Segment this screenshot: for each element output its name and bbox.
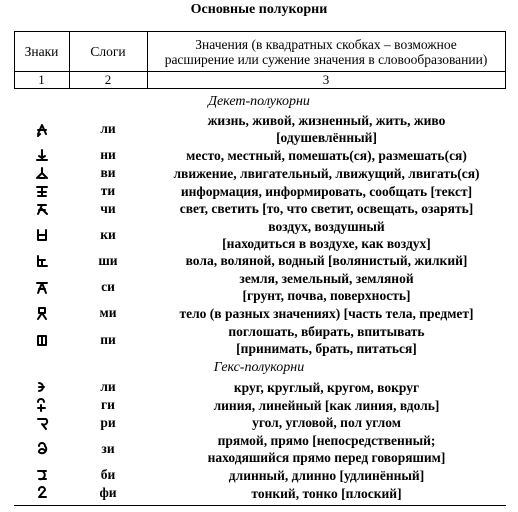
- column-header-meanings-line1: Значения (в квадратных скобках – возможное: [195, 36, 457, 52]
- meaning-line: место, местный, помешать(ся), размешать(ся): [186, 147, 467, 163]
- meaning: [147, 431, 506, 466]
- rune-si-icon: [14, 269, 69, 304]
- meaning-line: воздух, воздушный: [268, 218, 385, 234]
- syllable: би: [100, 467, 116, 482]
- meaning-line: информация, информировать, сообщать [текст]: [180, 183, 473, 199]
- rune-chi-icon: [14, 200, 69, 217]
- column-header-meanings: [147, 32, 505, 71]
- table-row: [14, 200, 506, 217]
- rune-li-icon: [14, 111, 69, 146]
- column-number-3: 3: [322, 71, 330, 87]
- meaning: [147, 304, 506, 322]
- meaning-line: длинный, длинно [удлинённый]: [228, 467, 425, 483]
- meaning: [147, 414, 506, 431]
- meaning: [147, 378, 506, 396]
- syllable: ви: [100, 165, 116, 180]
- syllable: чи: [100, 200, 116, 216]
- rune-zi-icon: [14, 431, 69, 466]
- table-row: [14, 269, 506, 304]
- syllable: ли: [100, 379, 116, 394]
- numbers-bottom-rule: [14, 88, 506, 89]
- meaning: [147, 200, 506, 217]
- syllable: пи: [100, 331, 116, 347]
- syllable: ри: [100, 414, 116, 430]
- rune-bi-icon: [14, 466, 69, 484]
- rune-ki-icon: [14, 217, 69, 252]
- column-header-signs: Знаки: [24, 44, 59, 59]
- table-row: [14, 146, 506, 164]
- meaning-line: круг, круглый, кругом, вокруг: [233, 379, 420, 395]
- meaning-line: лвижение, лвигательный, лвижущий, лвигать(ся): [173, 165, 480, 181]
- table-row: [14, 182, 506, 200]
- header-right-border: [505, 31, 506, 88]
- rune-fi-icon: [14, 484, 69, 502]
- table-row: [14, 484, 506, 502]
- meaning-line: жизнь, живой, жизненный, жить, живо: [207, 112, 446, 128]
- syllable: ми: [99, 305, 117, 320]
- table-bottom-rule: [14, 505, 506, 506]
- page-title: Основные полукорни: [190, 2, 328, 17]
- meaning-line: [одушевлённый]: [276, 129, 377, 145]
- column-header-meanings-line2: расширение или сужение значения в словообразовании): [164, 51, 488, 67]
- meaning: [147, 252, 506, 269]
- meaning-line: [грунт, почва, поверхность]: [242, 287, 411, 303]
- table-row: [14, 304, 506, 322]
- meaning-line: тонкий, тонко [плоский]: [251, 485, 402, 501]
- syllable: ши: [98, 252, 118, 268]
- meaning: [147, 466, 506, 484]
- table-row: [14, 111, 506, 146]
- meaning: [147, 396, 506, 414]
- meaning-line: угол, угловой, пол углом: [252, 415, 401, 430]
- syllable: ти: [100, 183, 116, 198]
- rune-ni-icon: [14, 146, 69, 164]
- rune-ri-icon: [14, 414, 69, 431]
- rune-shi-icon: [14, 252, 69, 269]
- syllable: зи: [101, 440, 115, 456]
- meaning: [147, 111, 506, 146]
- section-title: Гекс-полукорни: [213, 360, 305, 375]
- syllable: ни: [100, 147, 116, 162]
- table-row: [14, 466, 506, 484]
- meaning: [147, 164, 506, 182]
- meaning-line: земля, земельный, земляной: [239, 270, 414, 286]
- meaning: [147, 484, 506, 502]
- syllable: фи: [99, 485, 117, 500]
- column-header-syllables: Слоги: [90, 44, 126, 59]
- meaning-line: прямой, прямо [непосредственный;: [217, 432, 436, 448]
- rune-ti-icon: [14, 182, 69, 200]
- table-row: [14, 164, 506, 182]
- column-number-1: 1: [38, 71, 45, 87]
- table-row: [14, 431, 506, 466]
- table-row: [14, 396, 506, 414]
- rune-gi-icon: [14, 396, 69, 414]
- table-row: [14, 414, 506, 431]
- meaning-line: [находиться в воздухе, как воздух]: [222, 235, 431, 251]
- column-number-2: 2: [104, 71, 112, 87]
- syllable: ли: [100, 120, 116, 136]
- syllable: ки: [100, 226, 116, 242]
- meaning-line: свет, светить [то, что светит, освещать, озарять]: [179, 201, 474, 216]
- table-row: [14, 252, 506, 269]
- syllable: си: [101, 278, 115, 294]
- meaning-line: вола, воляной, водный [волянистый, жилкий]: [185, 253, 468, 268]
- rune-pi-icon: [14, 322, 69, 357]
- rune-vi-icon: [14, 164, 69, 182]
- meaning: [147, 146, 506, 164]
- meaning: [147, 182, 506, 200]
- rune-mi-icon: [14, 304, 69, 322]
- meaning: [147, 322, 506, 357]
- meaning-line: находяшийся прямо перед говоряшим]: [207, 449, 446, 465]
- rune-li2-icon: [14, 378, 69, 396]
- table-row: [14, 217, 506, 252]
- meaning-line: линия, линейный [как линия, вдоль]: [213, 397, 440, 413]
- meaning-line: тело (в разных значениях) [часть тела, предмет]: [179, 305, 474, 321]
- syllable: ги: [101, 397, 115, 412]
- table-row: [14, 378, 506, 396]
- meaning: [147, 217, 506, 252]
- meaning-line: поглошать, вбирать, впитывать: [228, 323, 425, 339]
- meaning-line: [принимать, брать, питаться]: [236, 340, 417, 356]
- table-row: [14, 322, 506, 357]
- section-title: Декет-полукорни: [208, 94, 310, 109]
- meaning: [147, 269, 506, 304]
